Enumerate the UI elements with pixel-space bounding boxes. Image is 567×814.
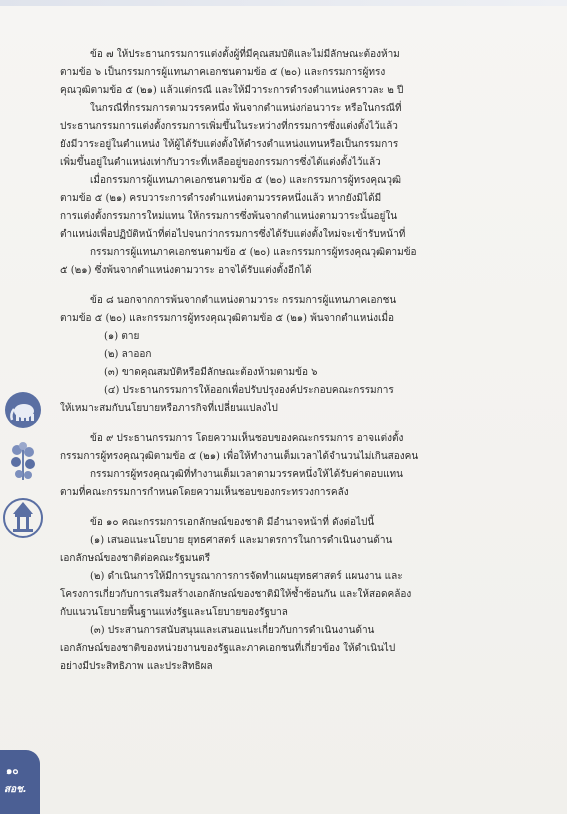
text-line: ๕ (๒๑) ซึ่งพ้นจากตำแหน่งตามวาระ อาจได้รับแต่งตั้งอีกได้	[60, 265, 312, 276]
text-line: ตำแหน่งเพื่อปฏิบัติหน้าที่ต่อไปจนกว่ากรรมการซึ่งได้รับแต่งตั้งใหม่จะเข้ารับหน้าที่	[60, 229, 406, 240]
text-line: ตามข้อ ๕ (๒๑) ครบวาระการดำรงตำแหน่งตามวรรคหนึ่งแล้ว หากยังมิได้มี	[60, 193, 382, 204]
text-line: อย่างมีประสิทธิภาพ และประสิทธิผล	[60, 661, 213, 672]
text-line: เอกลักษณ์ของชาติของหน่วยงานของรัฐและภาคเอกชนที่เกี่ยวข้อง ให้ดำเนินไป	[60, 643, 396, 654]
paragraph-gap	[60, 418, 520, 430]
page-top-border	[0, 0, 567, 6]
text-line: ตามที่คณะกรรมการกำหนดโดยความเห็นชอบของกระทรวงการคลัง	[60, 487, 349, 498]
text-line: ข้อ ๙ ประธานกรรมการ โดยความเห็นชอบของคณะกรรมการ อาจแต่งตั้ง	[90, 433, 404, 444]
text-line: เพิ่มขึ้นอยู่ในตำแหน่งเท่ากับวาระที่เหลืออยู่ของกรรมการซึ่งได้แต่งตั้งไว้แล้ว	[60, 157, 381, 168]
text-line: การแต่งตั้งกรรมการใหม่แทน ให้กรรมการซึ่งพ้นจากตำแหน่งตามวาระนั้นอยู่ใน	[60, 211, 398, 222]
text-line: คุณวุฒิตามข้อ ๕ (๒๑) แล้วแต่กรณี และให้มีวาระการดำรงตำแหน่งคราวละ ๒ ปี	[60, 85, 404, 96]
text-line: ตามข้อ ๖ เป็นกรรมการผู้แทนภาคเอกชนตามข้อ ๕ (๒๐) และกรรมการผู้ทรง	[60, 67, 386, 78]
text-line: กรรมการผู้ทรงคุณวุฒิที่ทำงานเต็มเวลาตามวรรคหนึ่งให้ได้รับค่าตอบแทน	[90, 469, 403, 480]
text-line: (๓) ขาดคุณสมบัติหรือมีลักษณะต้องห้ามตามข้อ ๖	[104, 367, 318, 378]
text-line: (๒) ลาออก	[104, 349, 152, 360]
text-line: ข้อ ๑๐ คณะกรรมการเอกลักษณ์ของชาติ มีอำนาจหน้าที่ ดังต่อไปนี้	[90, 517, 375, 528]
text-line: ยังมีวาระอยู่ในตำแหน่ง ให้ผู้ได้รับแต่งตั้งให้ดำรงตำแหน่งแทนหรือเป็นกรรมการ	[60, 139, 399, 150]
text-line: ประธานกรรมการแต่งตั้งกรรมการเพิ่มขึ้นในระหว่างที่กรรมการซึ่งแต่งตั้งไว้แล้ว	[60, 121, 398, 132]
text-line: ตามข้อ ๕ (๒๐) และกรรมการผู้ทรงคุณวุฒิตามข้อ ๕ (๒๑) พ้นจากตำแหน่งเมื่อ	[60, 313, 395, 324]
elephant-emblem-icon	[3, 390, 43, 430]
text-line: กรรมการผู้แทนภาคเอกชนตามข้อ ๕ (๒๐) และกรรมการผู้ทรงคุณวุฒิตามข้อ	[90, 247, 417, 258]
text-line: กับแนวนโยบายพื้นฐานแห่งรัฐและนโยบายของรัฐบาล	[60, 607, 288, 618]
text-line: โครงการเกี่ยวกับการเสริมสร้างเอกลักษณ์ของชาติมิให้ซ้ำซ้อนกัน และให้สอดคล้อง	[60, 589, 412, 600]
paragraph-gap	[60, 280, 520, 292]
flower-emblem-icon	[3, 440, 43, 486]
footer-badge	[0, 750, 40, 814]
text-line: ข้อ ๘ นอกจากการพ้นจากตำแหน่งตามวาระ กรรมการผู้แทนภาคเอกชน	[90, 295, 397, 306]
text-line: ข้อ ๗ ให้ประธานกรรมการแต่งตั้งผู้ที่มีคุณสมบัติและไม่มีลักษณะต้องห้าม	[90, 49, 400, 60]
page-number: ๑๐	[6, 766, 19, 777]
text-line: (๑) ตาย	[104, 331, 140, 342]
text-line: ในกรณีที่กรรมการตามวรรคหนึ่ง พ้นจากตำแหน่งก่อนวาระ หรือในกรณีที่	[90, 103, 402, 114]
emblem-column	[0, 390, 46, 660]
document-body	[60, 46, 520, 676]
pavilion-emblem-icon	[3, 496, 43, 540]
text-line: ให้เหมาะสมกับนโยบายหรือภารกิจที่เปลี่ยนแปลงไป	[60, 403, 278, 414]
text-line: (๔) ประธานกรรมการให้ออกเพื่อปรับปรุงองค์ประกอบคณะกรรมการ	[104, 385, 394, 396]
text-line: กรรมการผู้ทรงคุณวุฒิตามข้อ ๕ (๒๑) เพื่อให้ทำงานเต็มเวลาได้จำนวนไม่เกินสองคน	[60, 451, 419, 462]
text-line: เอกลักษณ์ของชาติต่อคณะรัฐมนตรี	[60, 553, 211, 564]
footer-code: สอช.	[4, 784, 27, 795]
text-line: เมื่อกรรมการผู้แทนภาคเอกชนตามข้อ ๕ (๒๐) และกรรมการผู้ทรงคุณวุฒิ	[90, 175, 402, 186]
text-line: (๓) ประสานการสนับสนุนและเสนอแนะเกี่ยวกับการดำเนินงานด้าน	[90, 625, 375, 636]
text-line: (๒) ดำเนินการให้มีการบูรณาการการจัดทำแผนยุทธศาสตร์ แผนงาน และ	[90, 571, 403, 582]
paragraph-gap	[60, 502, 520, 514]
text-line: (๑) เสนอแนะนโยบาย ยุทธศาสตร์ และมาตรการในการดำเนินงานด้าน	[90, 535, 393, 546]
